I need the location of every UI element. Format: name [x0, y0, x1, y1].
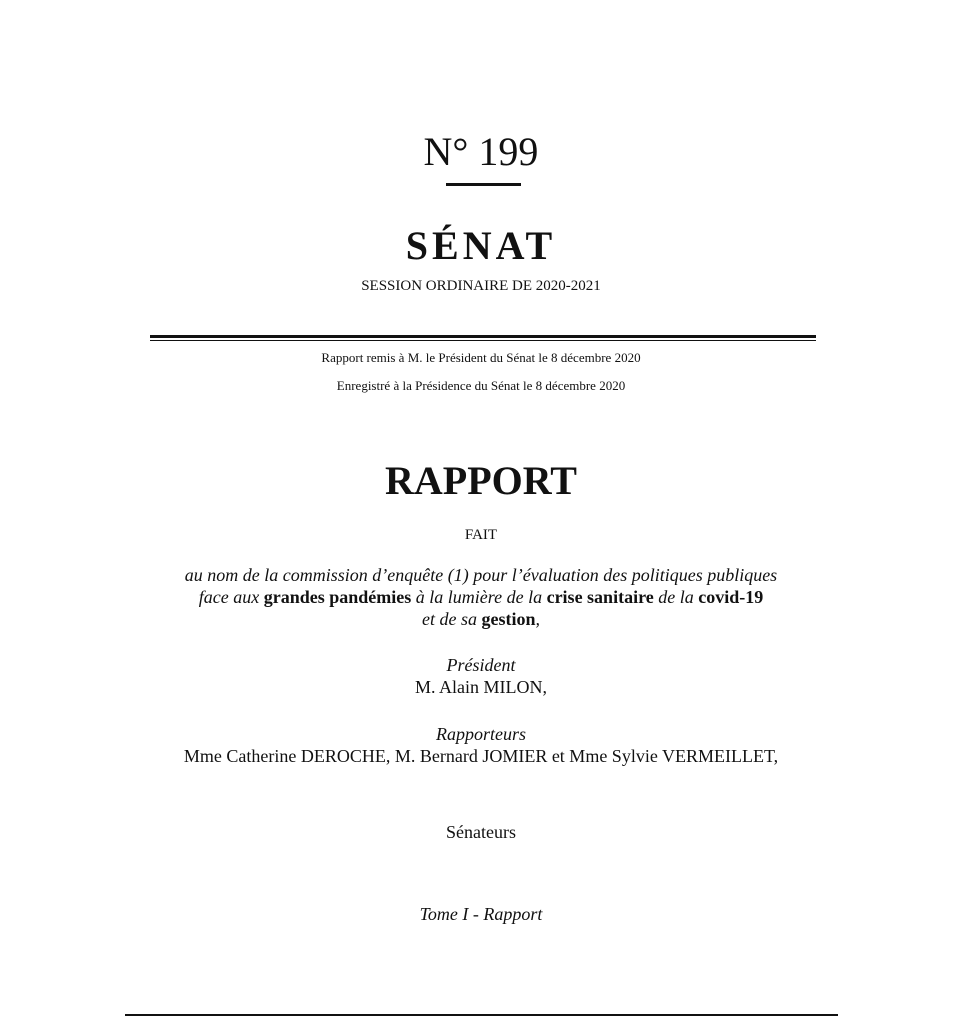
president-name: M. Alain MILON, — [415, 677, 547, 697]
report-submitted-date: Rapport remis à M. le Président du Sénat le 8 décembre 2020 — [321, 350, 641, 365]
president-label: Président — [446, 655, 516, 675]
separator-rule-thick — [150, 335, 816, 338]
rapporteurs-names: Mme Catherine DEROCHE, M. Bernard JOMIER et Mme Sylvie VERMEILLET, — [183, 746, 779, 766]
description-emphasis: covid-19 — [698, 587, 764, 607]
separator-rule-thin — [150, 340, 816, 341]
description-text: à la lumière de la — [411, 587, 547, 607]
report-description — [0, 564, 962, 630]
description-text: et de sa — [422, 609, 482, 629]
institution-title: SÉNAT — [405, 223, 557, 268]
report-fait: FAIT — [464, 527, 498, 543]
report-title: RAPPORT — [385, 458, 577, 503]
description-emphasis: grandes pandémies — [263, 587, 412, 607]
description-text: , — [535, 609, 540, 629]
tome-label: Tome I - Rapport — [419, 904, 543, 924]
description-emphasis: gestion — [481, 609, 536, 629]
description-text: de la — [653, 587, 699, 607]
rapporteurs-label: Rapporteurs — [436, 724, 526, 744]
senateurs-label: Sénateurs — [446, 822, 516, 842]
description-text: face aux — [198, 587, 264, 607]
session-label: SESSION ORDINAIRE DE 2020-2021 — [361, 278, 601, 294]
footer-rule — [125, 1014, 838, 1016]
description-line-1: au nom de la commission d’enquête (1) pour l’évaluation des politiques publiques — [184, 565, 778, 585]
description-line-3 — [0, 608, 962, 630]
document-number: N° 199 — [423, 129, 539, 174]
description-line-2 — [0, 586, 962, 608]
report-registered-date: Enregistré à la Présidence du Sénat le 8 décembre 2020 — [336, 378, 626, 393]
description-emphasis: crise sanitaire — [546, 587, 654, 607]
number-underline — [446, 183, 521, 186]
